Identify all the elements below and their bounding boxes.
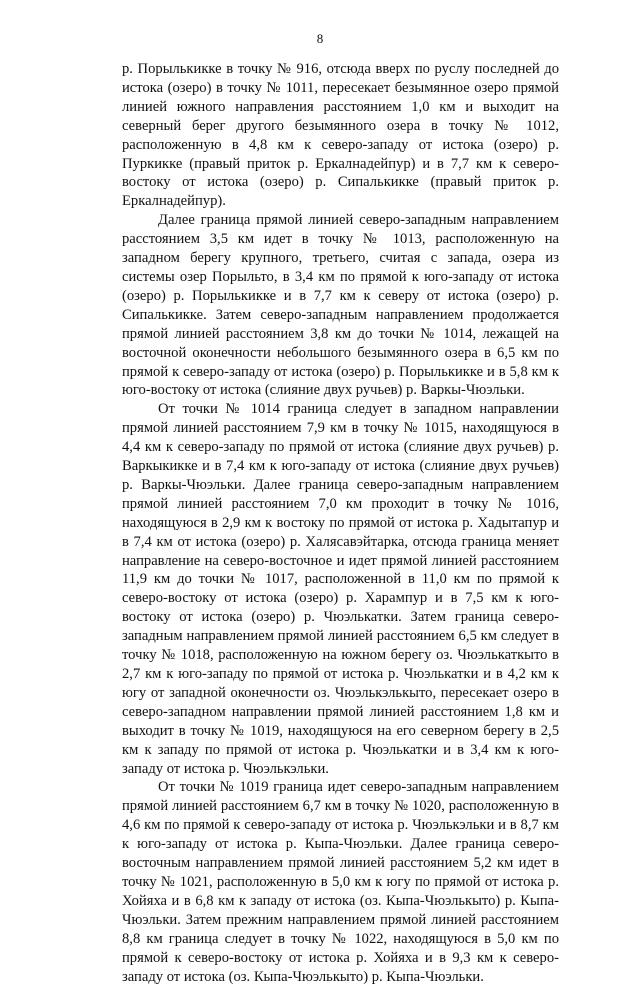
paragraph-point-1014: От точки № 1014 граница следует в западном направлении прямой линией расстоянием 7,9 км в точку № 1015, находящуюся в 4,4 км к северо-западу по прямой от истока (слияние двух ручьев) р. Варкыкикке и в 7,4 км к юго-западу от истока (слияние двух ручьев) р. Варкы-Чюэльки. Далее граница северо-западным направлением прямой линией расстоянием 7,0 км проходит в точку № 1016, находящуюся в 2,9 км к востоку по прямой от истока р. Хадытапур и в 7,4 км от истока (озеро) р. Халясавэйтарка, отсюда граница меняет направление на северо-восточное и идет прямой линией расстоянием 11,9 км до точки № 1017, расположенной в 11,0 км по прямой к северо-востоку от истока (озеро) р. Харампур и в 7,5 км к юго-востоку от истока (озеро) р. Чюэлькатки. Затем граница северо-западным направлением прямой линией расстоянием 6,5 км следует в точку № 1018, расположенную на южном берегу оз. Чюэлькаткыто в 2,7 км к юго-западу по прямой от истока р. Чюэлькатки и в 4,2 км к югу от западной оконечности оз. Чюэлькэлькыто, пересекает озеро в северо-западном направлении прямой линией расстоянием 1,8 км и выходит в точку № 1019, находящуюся на его северном берегу в 2,5 км к западу по прямой от истока р. Чюэлькатки и в 3,4 км к юго-западу от истока р. Чюэлькэльки. [122,401,559,777]
paragraph-continuation: р. Порылькикке в точку № 916, отсюда вверх по руслу последней до истока (озеро) в точку № 1011, пересекает безымянное озеро прямой линией южного направления расстоянием 1,0 км и выходит на северный берег другого безымянного озера в точку № 1012, расположенную в 4,8 км к северо-западу от истока (озеро) р. Пуркикке (правый приток р. Еркалнадейпур) и в 7,7 км к северо-востоку от истока (озеро) р. Сипалькикке (правый приток р. Еркалнадейпур). [122,61,559,210]
paragraph-point-1019: От точки № 1019 граница идет северо-западным направлением прямой линией расстоянием 6,7 км в точку № 1020, расположенную в 4,6 км по прямой к северо-западу от истока р. Чюэлькэльки и в 8,7 км к юго-западу от истока р. Кыпа-Чюэльки. Далее граница северо-восточным направлением прямой линией расстоянием 5,2 км идет в точку № 1021, расположенную в 5,0 км к югу по прямой от истока р. Хойяха и в 6,8 км к западу от истока (оз. Кыпа-Чюэлькыто) р. Кыпа-Чюэльки. Затем прежним направлением прямой линией расстоянием 8,8 км граница следует в точку № 1022, находящуюся в 5,0 км по прямой к северо-востоку от истока р. Хойяха и в 9,3 км к северо-западу от истока (оз. Кыпа-Чюэлькыто) р. Кыпа-Чюэльки. [122,779,559,985]
body-text [122,60,559,986]
paragraph-point-1013: Далее граница прямой линией северо-западным направлением расстоянием 3,5 км идет в точку № 1013, расположенную на западном берегу крупного, третьего, считая с запада, озера из системы озер Порыльто, в 3,4 км по прямой к юго-западу от истока (озеро) р. Порылькикке и в 7,7 км к северу от истока (озеро) р. Сипалькикке. Затем северо-западным направлением продолжается прямой линией расстоянием 3,8 км до точки № 1014, лежащей на восточной оконечности небольшого безымянного озера в 6,5 км по прямой к северо-западу от истока (озеро) р. Порылькикке и в 5,8 км к юго-востоку от истока (слияние двух ручьев) р. Варкы-Чюэльки. [122,212,559,399]
page-number: 8 [316,31,324,46]
